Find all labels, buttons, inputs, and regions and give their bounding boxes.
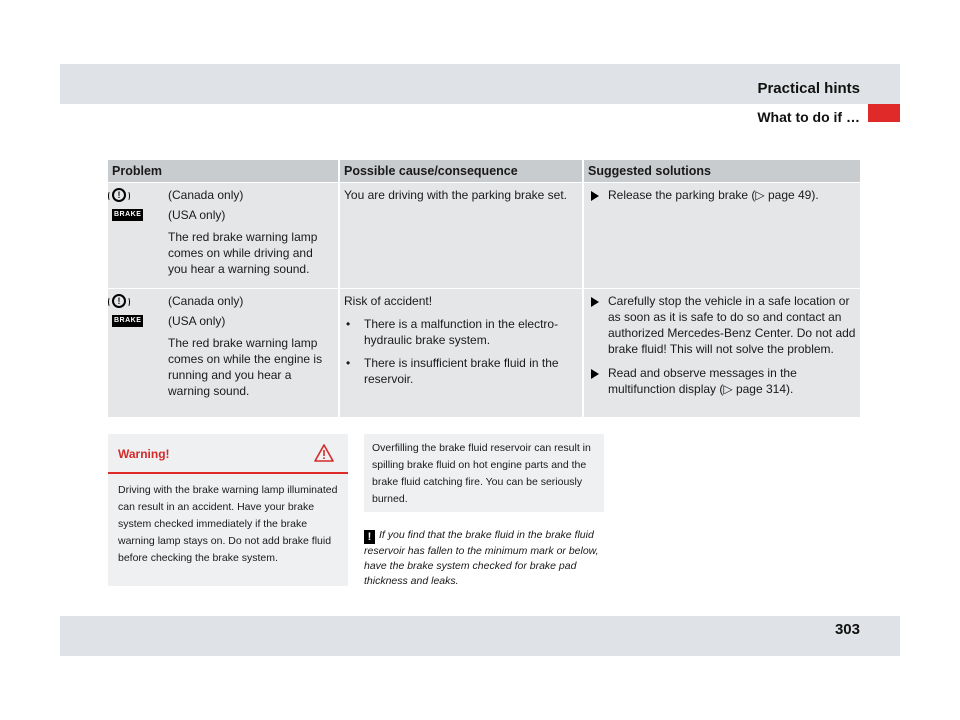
warning-box — [108, 434, 348, 586]
warning-title: Warning! — [118, 447, 170, 461]
warning-body: Driving with the brake warning lamp illuminated can result in an accident. Have your brake system checked immediately if the brake warning lamp stays on. Do not add brake fluid before checking the brake system. — [118, 484, 338, 564]
brake-text-icon: BRAKE — [112, 313, 168, 329]
column-header-cause: Possible cause/consequence — [339, 160, 583, 183]
table-row — [108, 183, 860, 289]
solution-step: Read and observe messages in the multifunction display (▷ page 314). — [588, 365, 856, 397]
column-header-solutions: Suggested solutions — [583, 160, 860, 183]
cause-cell — [339, 289, 583, 417]
circle-exclamation-brake-icon: ! — [112, 293, 168, 309]
problem-description: The red brake warning lamp comes on while the engine is running and you hear a warning sound. — [168, 336, 323, 398]
solution-step: Carefully stop the vehicle in a safe location or as soon as it is safe to do so and contact an authorized Mercedes-Benz Center. Do not add brake fluid! This will not solve the problem. — [588, 293, 856, 357]
problem-cell — [108, 183, 339, 289]
warning-triangle-icon — [314, 444, 334, 467]
section-title: Practical hints — [757, 80, 860, 97]
problem-solution-table — [108, 160, 860, 417]
table-row — [108, 289, 860, 417]
exclamation-square-icon: ! — [364, 530, 375, 544]
subsection-title: What to do if … — [757, 109, 860, 125]
problem-cell — [108, 289, 339, 417]
footer-band — [60, 616, 900, 656]
chapter-tab-marker — [868, 104, 900, 122]
warning-header — [108, 434, 348, 474]
usa-only-label: (USA only) — [168, 208, 226, 222]
canada-only-label: (Canada only) — [168, 294, 244, 308]
fire-hazard-note: Overfilling the brake fluid reservoir can result in spilling brake fluid on hot engine parts and the brake fluid catching fire. You can be seriously burned. — [364, 434, 604, 512]
canada-only-label: (Canada only) — [168, 188, 244, 202]
caution-note — [364, 528, 606, 589]
cause-bullet: • There is insufficient brake fluid in the reservoir. — [344, 355, 578, 387]
cause-cell — [339, 183, 583, 289]
cause-intro: Risk of accident! — [344, 294, 433, 308]
brake-text-icon: BRAKE — [112, 207, 168, 223]
caution-text: If you find that the brake fluid in the brake fluid reservoir has fallen to the minimum mark or below, have the brake system checked for brake pad thickness and leaks. — [364, 529, 599, 587]
column-header-problem: Problem — [108, 160, 339, 183]
usa-only-label: (USA only) — [168, 314, 226, 328]
problem-description: The red brake warning lamp comes on while driving and you hear a warning sound. — [168, 230, 318, 276]
page-number: 303 — [834, 621, 860, 638]
solution-step: Release the parking brake (▷ page 49). — [588, 187, 856, 203]
solutions-cell — [583, 183, 860, 289]
table-header-row — [108, 160, 860, 183]
cause-bullet: • There is a malfunction in the electro-hydraulic brake system. — [344, 316, 578, 348]
solutions-cell — [583, 289, 860, 417]
cause-text: You are driving with the parking brake set. — [344, 188, 568, 202]
circle-exclamation-brake-icon: ! — [112, 187, 168, 203]
